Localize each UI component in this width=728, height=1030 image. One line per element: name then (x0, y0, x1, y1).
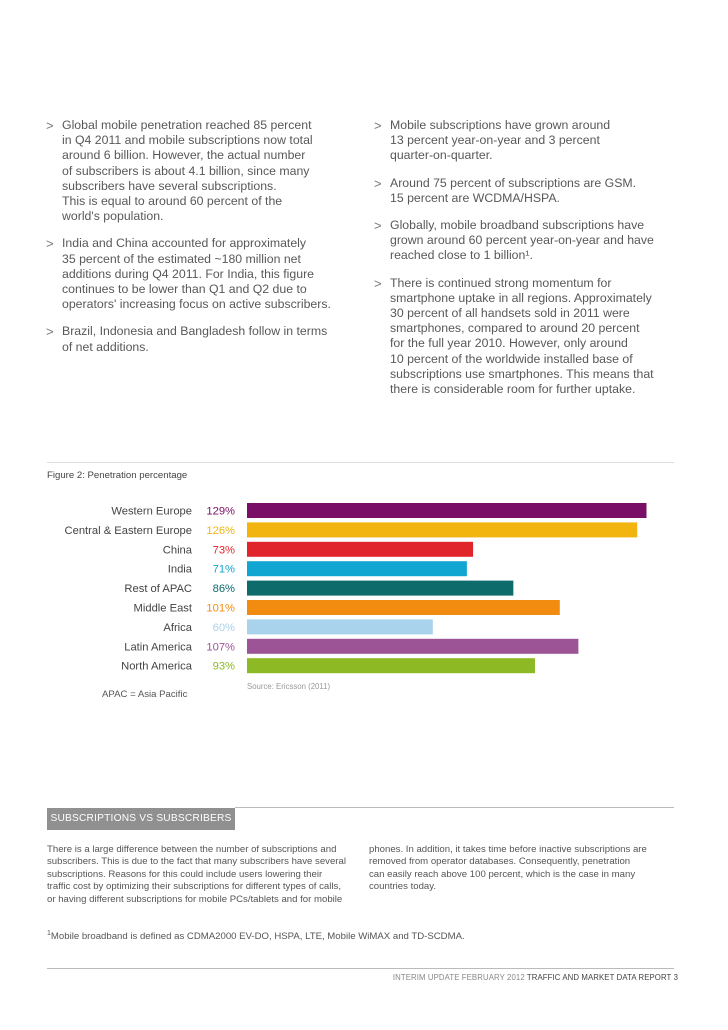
chevron-right-icon: > (374, 218, 382, 234)
chevron-right-icon: > (46, 118, 54, 133)
section-text-column-2: phones. In addition, it takes time before inactive subscriptions are removed from operator databases. Consequently, penetration can easily reach above 100 percent, which is the case in many countries today. (369, 844, 647, 893)
bar (247, 561, 467, 576)
category-label: China (162, 544, 192, 557)
value-label: 60% (212, 621, 235, 634)
bullet-item: > Around 75 percent of subscriptions are GSM. 15 percent are WCDMA/HSPA. (374, 175, 637, 205)
chevron-right-icon: > (374, 175, 382, 191)
right-bullet-column (374, 118, 674, 409)
value-label: 73% (212, 544, 235, 557)
figure-source: Source: Ericsson (2011) (247, 682, 331, 691)
value-label: 126% (206, 524, 235, 537)
footnote (47, 930, 465, 942)
figure-divider (47, 462, 674, 463)
category-label: Western Europe (111, 505, 192, 518)
chevron-right-icon: > (374, 118, 382, 133)
section-header: SUBSCRIPTIONS VS SUBSCRIBERS (47, 808, 235, 830)
category-label: Middle East (133, 602, 192, 615)
section-divider (235, 807, 674, 808)
bar (247, 542, 473, 557)
bullet-item: > Global mobile penetration reached 85 percent in Q4 2011 and mobile subscriptions now total around 6 billion. However, the actual number of subscribers is about 4.1 billion, since many subscribers have several subscriptions. This is equal to around 60 percent of the world's population. (46, 118, 313, 224)
bar (247, 639, 578, 654)
footnote-text: Mobile broadband is defined as CDMA2000 EV-DO, HSPA, LTE, Mobile WiMAX and TD-SCDMA. (50, 931, 465, 943)
category-label: North America (121, 660, 192, 673)
bullet-item: > Mobile subscriptions have grown around 13 percent year-on-year and 3 percent quarter-on-quarter. (374, 118, 611, 163)
value-label: 86% (212, 583, 235, 596)
figure-note: APAC = Asia Pacific (102, 689, 188, 700)
bar (247, 522, 637, 537)
value-label: 71% (212, 563, 235, 576)
category-label: Africa (163, 621, 192, 634)
figure-title: Figure 2: Penetration percentage (47, 470, 188, 481)
bullet-item: > There is continued strong momentum for smartphone uptake in all regions. Approximately 30 percent of all handsets sold in 2011 were smartphones, compared to around 20 percent for the full year 2010. However, only around 10 percent of the worldwide installed base of subscriptions use smartphones. This means that there is considerable room for further uptake. (374, 275, 654, 397)
chevron-right-icon: > (46, 236, 54, 252)
footer-left-text: INTERIM UPDATE FEBRUARY 2012 (392, 973, 525, 982)
bullet-item: > India and China accounted for approximately 35 percent of the estimated ~180 million net additions during Q4 2011. For India, this figure continues to be lower than Q1 and Q2 due to operators' increasing focus on active subscribers. (46, 236, 331, 312)
bullet-item: > Globally, mobile broadband subscriptions have grown around 60 percent year-on-year and have reached close to 1 billion¹. (374, 218, 654, 263)
bar (247, 503, 647, 518)
bar (247, 619, 433, 634)
category-label: India (167, 563, 192, 576)
category-label: Central & Eastern Europe (64, 524, 192, 537)
value-label: 101% (206, 602, 235, 615)
left-bullet-column (46, 118, 356, 367)
bullet-item: > Brazil, Indonesia and Bangladesh follow in terms of net additions. (46, 324, 328, 354)
section-text-column-1: There is a large difference between the number of subscriptions and subscribers. This is due to the fact that many subscribers have several subscriptions. Reasons for this could include users lowering their traffic cost by optimizing their subscriptions for different types of calls, or having different subscriptions for mobile PCs/tablets and for mobile (47, 844, 346, 905)
footer-divider (47, 968, 674, 969)
page-footer (393, 973, 678, 982)
value-label: 93% (212, 660, 235, 673)
chevron-right-icon: > (374, 275, 382, 291)
category-label: Rest of APAC (124, 583, 192, 596)
category-label: Latin America (124, 641, 192, 654)
chevron-right-icon: > (46, 324, 54, 340)
page-number: 3 (673, 973, 678, 982)
bar (247, 581, 513, 596)
bar (247, 658, 535, 673)
footnote-marker: 1 (47, 930, 51, 937)
penetration-bar-chart (0, 500, 728, 680)
bar (247, 600, 560, 615)
value-label: 129% (206, 505, 235, 518)
value-label: 107% (206, 641, 235, 654)
footer-report-title: TRAFFIC AND MARKET DATA REPORT (526, 973, 672, 982)
